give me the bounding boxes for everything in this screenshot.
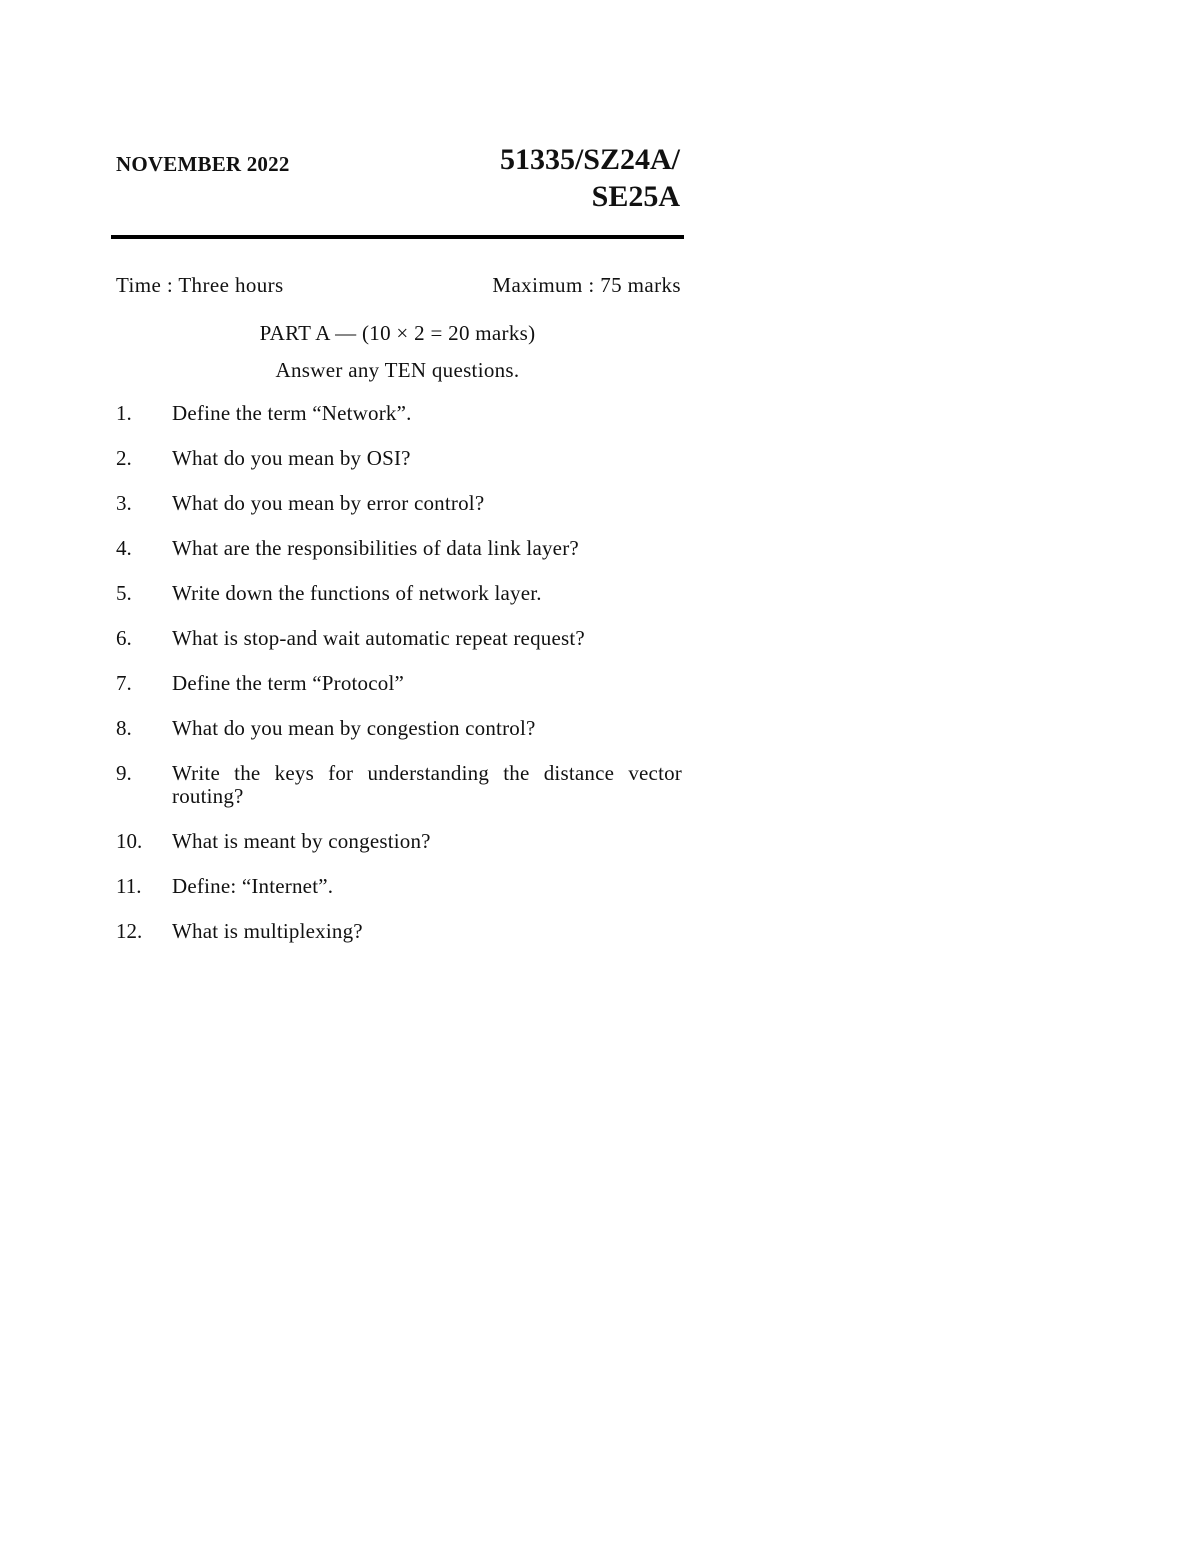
exam-duration: Time : Three hours: [116, 273, 284, 297]
question-number: 3.: [116, 491, 132, 515]
question-number: 8.: [116, 716, 132, 740]
question-number: 6.: [116, 626, 132, 650]
question-text: What is stop-and wait automatic repeat request?: [172, 626, 585, 650]
question-number: 5.: [116, 581, 132, 605]
question-number: 4.: [116, 536, 132, 560]
paper-code-line-2: SE25A: [591, 180, 680, 213]
question-text: What is multiplexing?: [172, 919, 363, 943]
question-number: 2.: [116, 446, 132, 470]
question-text: What do you mean by congestion control?: [172, 716, 536, 740]
question-item: [116, 920, 682, 943]
question-list: [116, 402, 682, 965]
question-item: [116, 537, 682, 560]
question-text: Define: “Internet”.: [172, 874, 334, 898]
question-text: Define the term “Protocol”: [172, 671, 405, 695]
question-item: [116, 627, 682, 650]
paper-code-line-1: 51335/SZ24A/: [499, 143, 680, 176]
question-item: [116, 762, 682, 808]
question-number: 7.: [116, 671, 132, 695]
paper-code: [420, 141, 680, 215]
question-number: 9.: [116, 761, 132, 785]
question-text: Define the term “Network”.: [172, 401, 412, 425]
header-divider: [111, 235, 684, 239]
exam-month-year: NOVEMBER 2022: [116, 152, 290, 176]
question-text: Write the keys for understanding the distance vector routing?: [172, 761, 682, 808]
question-item: [116, 830, 682, 853]
question-number: 11.: [116, 874, 142, 898]
question-text: What do you mean by OSI?: [172, 446, 411, 470]
question-item: [116, 717, 682, 740]
question-text: What do you mean by error control?: [172, 491, 485, 515]
question-text: What is meant by congestion?: [172, 829, 431, 853]
part-a-title: PART A — (10 × 2 = 20 marks): [259, 321, 536, 345]
question-text: What are the responsibilities of data link layer?: [172, 536, 579, 560]
question-item: [116, 672, 682, 695]
question-item: [116, 402, 682, 425]
question-item: [116, 492, 682, 515]
question-item: [116, 447, 682, 470]
question-text: Write down the functions of network layer.: [172, 581, 542, 605]
question-number: 1.: [116, 401, 132, 425]
part-a-instruction: Answer any TEN questions.: [275, 358, 520, 382]
question-item: [116, 582, 682, 605]
question-number: 12.: [116, 919, 143, 943]
maximum-marks: Maximum : 75 marks: [492, 273, 681, 297]
question-item: [116, 875, 682, 898]
question-number: 10.: [116, 829, 143, 853]
